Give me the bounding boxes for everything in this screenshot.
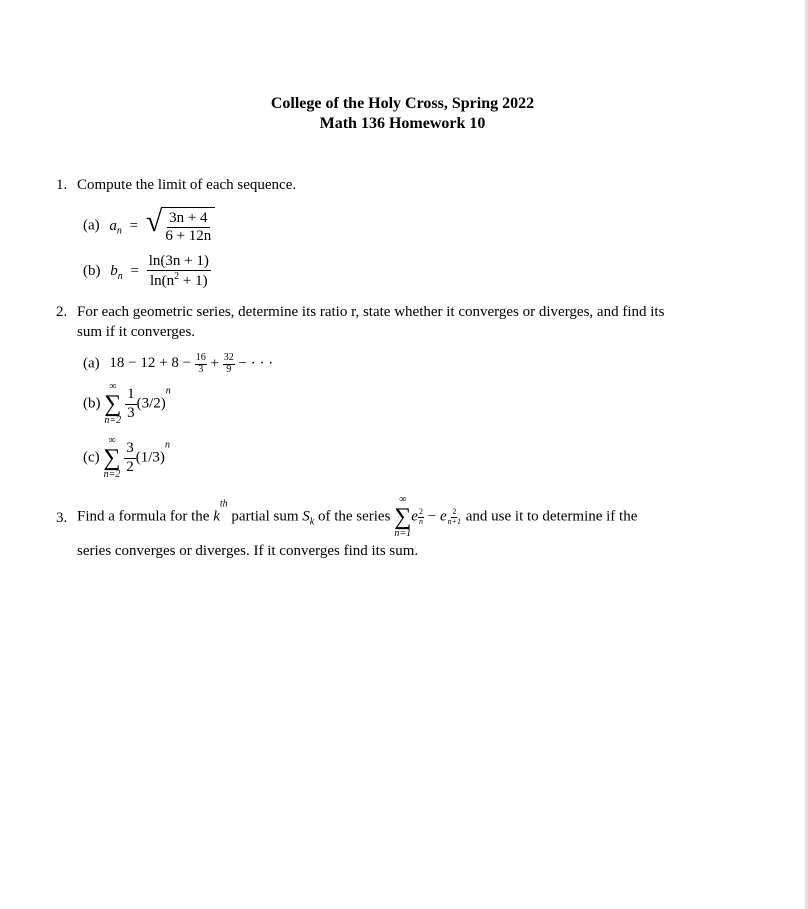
problem-1a [83,207,215,246]
numerator: 2 [418,507,423,517]
sum-lower: n=2 [104,415,122,426]
sum-upper: ∞ [109,381,117,392]
k-var: k [213,508,220,525]
numerator: 3 [124,440,136,458]
exponent: n [165,385,171,397]
problem-2b [83,382,171,426]
part-label: (a) [83,217,100,234]
equals-sign: = [130,263,139,280]
equals-sign: = [129,217,139,234]
denominator: 2 [126,458,134,475]
fraction-32-9 [223,353,235,375]
problem-2a [83,353,273,375]
coefficient [125,386,137,422]
var-a: a [109,217,117,234]
problem-1b [83,253,211,291]
denominator [148,271,210,290]
numerator: 3n + 4 [167,210,209,228]
problem-3-line2: series converges or diverges. If it converges find its sum. [77,543,419,559]
plus-sign: + [210,355,223,372]
text-mid: partial sum [227,508,303,525]
base: (1/3) [135,449,165,466]
var-b: b [110,263,118,280]
numerator: ln(3n + 1) [147,253,211,271]
fraction [163,210,213,246]
fraction-16-3 [195,353,207,375]
den-prefix: ln(n [149,273,175,290]
denominator: 6 + 12n [165,228,212,245]
S-var: S [302,508,310,525]
problem-1-number: 1. [56,177,68,193]
numerator: 2 [452,507,457,517]
summation [394,495,411,539]
numerator: 16 [195,352,206,363]
square-root [146,207,215,246]
denominator: 9 [226,363,232,375]
denominator: n [418,516,423,526]
denominator: 3 [198,363,204,375]
sigma-icon: ∑ [394,504,412,530]
part-label: (c) [83,449,100,466]
exponent-fraction [447,508,462,526]
var-subscript: n [117,271,123,283]
numerator: 32 [223,352,234,363]
problem-2c [83,436,170,480]
sum-lower: n=2 [103,469,121,480]
homework-title: Math 136 Homework 10 [319,115,486,132]
base: (3/2) [136,395,166,412]
problem-3-number: 3. [56,510,68,526]
coefficient [124,440,136,476]
e-base: e [411,508,418,525]
S-subscript: k [309,516,315,528]
exponent: n [164,439,170,451]
denominator: 3 [127,404,135,421]
sigma-icon: ∑ [103,445,121,471]
th-superscript: th [219,498,228,510]
text-series: of the series [314,508,395,525]
part-label: (b) [83,395,101,412]
problem-2-text-line2: sum if it converges. [77,324,196,340]
den-suffix: + 1) [179,273,208,290]
summation [104,382,121,426]
text-before: Find a formula for the [77,508,214,525]
summation [103,436,120,480]
part-label: (a) [83,355,100,372]
denominator: n+1 [447,516,462,526]
part-label: (b) [83,263,101,280]
e-base: e [439,508,447,525]
sigma-icon: ∑ [104,391,122,417]
problem-3-line1 [77,495,637,539]
den-exponent: 2 [174,271,180,283]
course-title: College of the Holy Cross, Spring 2022 [270,95,535,112]
series-tail: − · · · [238,355,274,372]
sum-upper: ∞ [108,435,116,446]
numerator: 1 [125,386,137,404]
sum-lower: n=1 [394,528,412,539]
series-prefix: 18 − 12 + 8 − [109,355,195,372]
problem-2-text-line1: For each geometric series, determine its ratio r, state whether it converges or diverges, and find its [77,304,665,320]
problem-2-number: 2. [56,304,68,320]
problem-1-text: Compute the limit of each sequence. [77,177,297,193]
radicand [161,207,215,246]
var-subscript: n [116,225,122,237]
sum-upper: ∞ [399,494,407,505]
radical-sign: √ [145,205,163,238]
minus-sign: − [423,508,440,525]
fraction [147,253,211,291]
text-after: and use it to determine if the [462,508,638,525]
